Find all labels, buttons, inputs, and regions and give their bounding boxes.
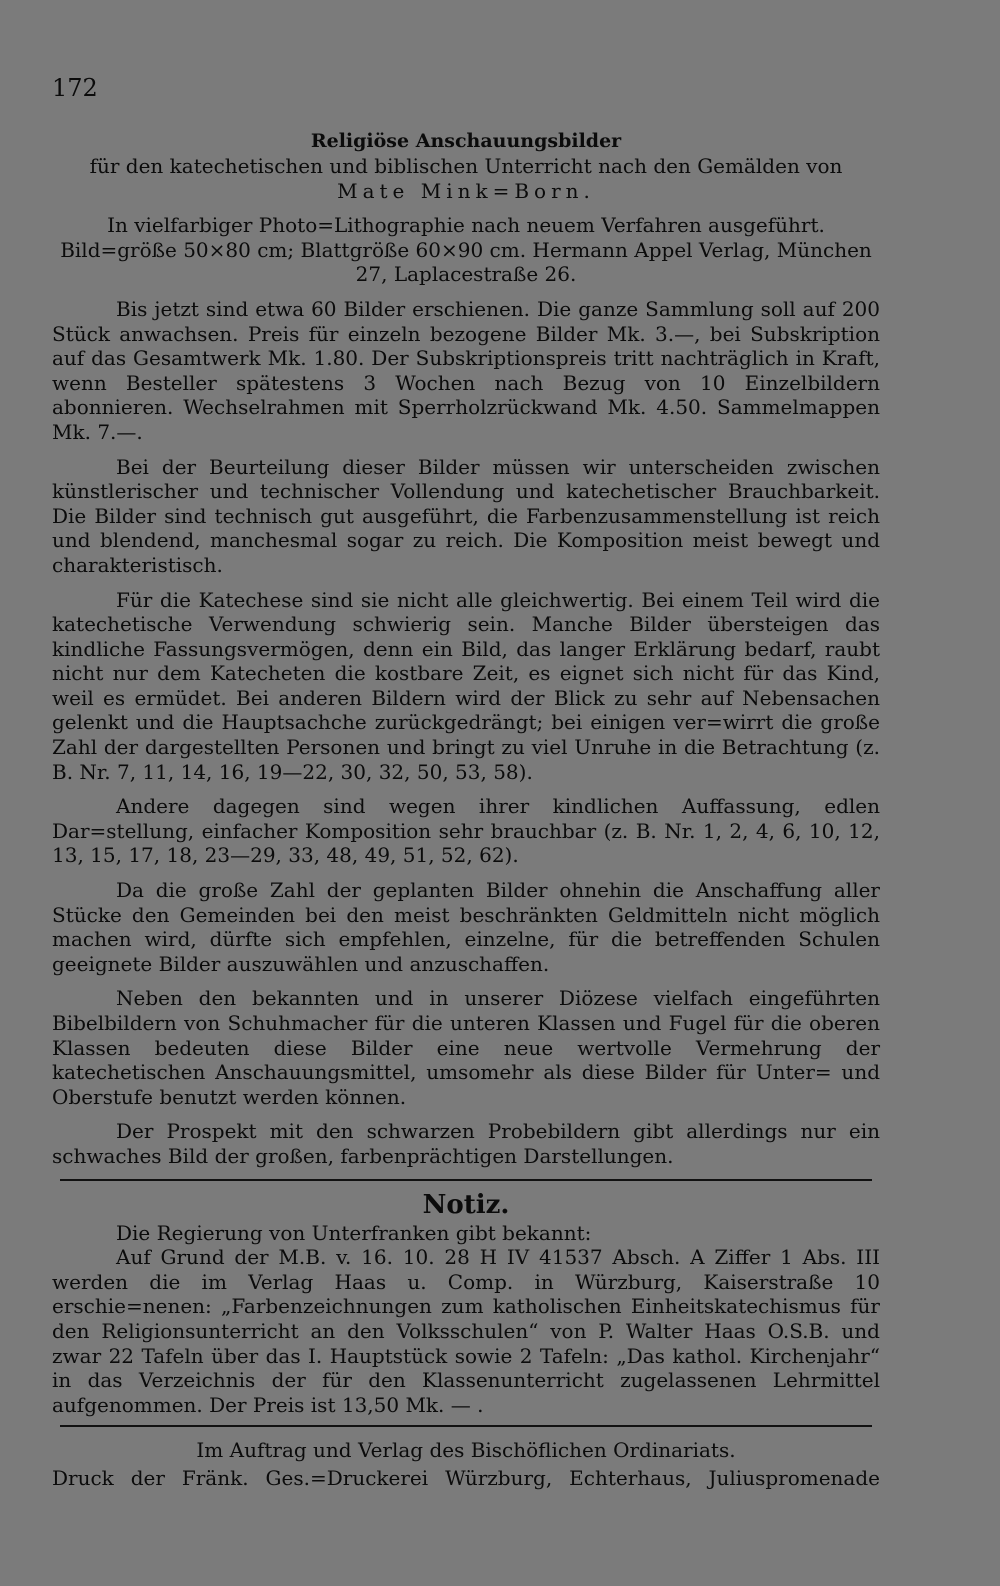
footer-divider [60, 1425, 872, 1427]
notice-heading: Notiz. [422, 1189, 510, 1220]
review-subtitle: für den katechetischen und biblischen Unterricht nach den Gemälden von [89, 154, 843, 178]
review-paragraph: Der Prospekt mit den schwarzen Probebildern gibt allerdings nur ein schwaches Bild der großen, farbenprächtigen Darstellungen. [52, 1119, 880, 1168]
printer-line: Druck der Fränk. Ges.=Druckerei Würzburg, Echterhaus, Juliuspromenade [52, 1466, 880, 1491]
review-paragraph: Bei der Beurteilung dieser Bilder müssen wir unterscheiden zwischen künstlerischer und technischer Vollendung und katechetischer Brauchbarkeit. Die Bilder sind technisch gut ausgeführt, die Farbenzusammenstellung ist reich und blendend, manchesmal sogar zu reich. Die Komposition meist bewegt und charakteristisch. [52, 454, 880, 577]
review-artist: Mate Mink=Born. [337, 178, 595, 203]
review-publication: In vielfarbiger Photo=Lithographie nach neuem Verfahren ausgeführt. Bild=größe 50×80 cm; Blattgröße 60×90 cm. Hermann Appel Verlag, München 27, Laplacestraße 26. [60, 213, 872, 287]
page-number: 172 [52, 74, 98, 102]
section-divider [60, 1179, 872, 1181]
review-paragraph: Da die große Zahl der geplanten Bilder ohnehin die Anschaffung aller Stücke den Gemeinden bei den meist beschränkten Geldmitteln nicht möglich machen wird, dürfte sich empfehlen, einzelne, für die betreffenden Schulen geeignete Bilder auszuwählen und anzuschaffen. [52, 878, 880, 976]
review-paragraph: Für die Katechese sind sie nicht alle gleichwertig. Bei einem Teil wird die katechetische Verwendung schwierig sein. Manche Bilder übersteigen das kindliche Fassungsvermögen, denn ein Bild, das langer Erklärung bedarf, raubt nicht nur dem Katecheten die kostbare Zeit, es eignet sich nicht für das Kind, weil es ermüdet. Bei anderen Bildern wird der Blick zu sehr auf Nebensachen gelenkt und die Hauptsachche zurückgedrängt; bei einigen ver=wirrt die große Zahl der dargestellten Personen und bringt zu viel Unruhe in die Betrachtung (z. B. Nr. 7, 11, 14, 16, 19—22, 30, 32, 50, 53, 58). [52, 587, 880, 784]
text-column [52, 128, 880, 1491]
notice-body: Auf Grund der M.B. v. 16. 10. 28 H IV 41537 Absch. A Ziffer 1 Abs. III werden die im Verlag Haas u. Comp. in Würzburg, Kaiserstraße 10 erschie=nenen: „Farbenzeichnungen zum katholischen Einheitskatechismus für den Religionsunterricht an den Volksschulen“ von P. Walter Haas O.S.B. und zwar 22 Tafeln über das I. Hauptstück sowie 2 Tafeln: „Das kathol. Kirchenjahr“ in das Verzeichnis der für den Klassenunterricht zugelassenen Lehrmittel aufgenommen. Der Preis ist 13,50 Mk. — . [52, 1245, 880, 1417]
imprint: Im Auftrag und Verlag des Bischöflichen Ordinariats. [196, 1438, 736, 1463]
notice-intro: Die Regierung von Unterfranken gibt bekannt: [116, 1220, 592, 1245]
review-heading: Religiöse Anschauungsbilder [310, 130, 622, 152]
review-paragraph: Neben den bekannten und in unserer Diözese vielfach eingeführten Bibelbildern von Schuhmacher für die unteren Klassen und Fugel für die oberen Klassen bedeuten diese Bilder eine neue wertvolle Vermehrung der katechetischen Anschauungsmittel, umsomehr als diese Bilder für Unter= und Oberstufe benutzt werden können. [52, 986, 880, 1109]
review-paragraph: Bis jetzt sind etwa 60 Bilder erschienen. Die ganze Sammlung soll auf 200 Stück anwachsen. Preis für einzeln bezogene Bilder Mk. 3.—, bei Subskription auf das Gesamtwerk Mk. 1.80. Der Subskriptionspreis tritt nachträglich in Kraft, wenn Besteller spätestens 3 Wochen nach Bezug von 10 Einzelbildern abonnieren. Wechselrahmen mit Sperrholzrückwand Mk. 4.50. Sammelmappen Mk. 7.—. [52, 296, 880, 444]
review-paragraph: Andere dagegen sind wegen ihrer kindlichen Auffassung, edlen Dar=stellung, einfacher Komposition sehr brauchbar (z. B. Nr. 1, 2, 4, 6, 10, 12, 13, 15, 17, 18, 23—29, 33, 48, 49, 51, 52, 62). [52, 794, 880, 868]
